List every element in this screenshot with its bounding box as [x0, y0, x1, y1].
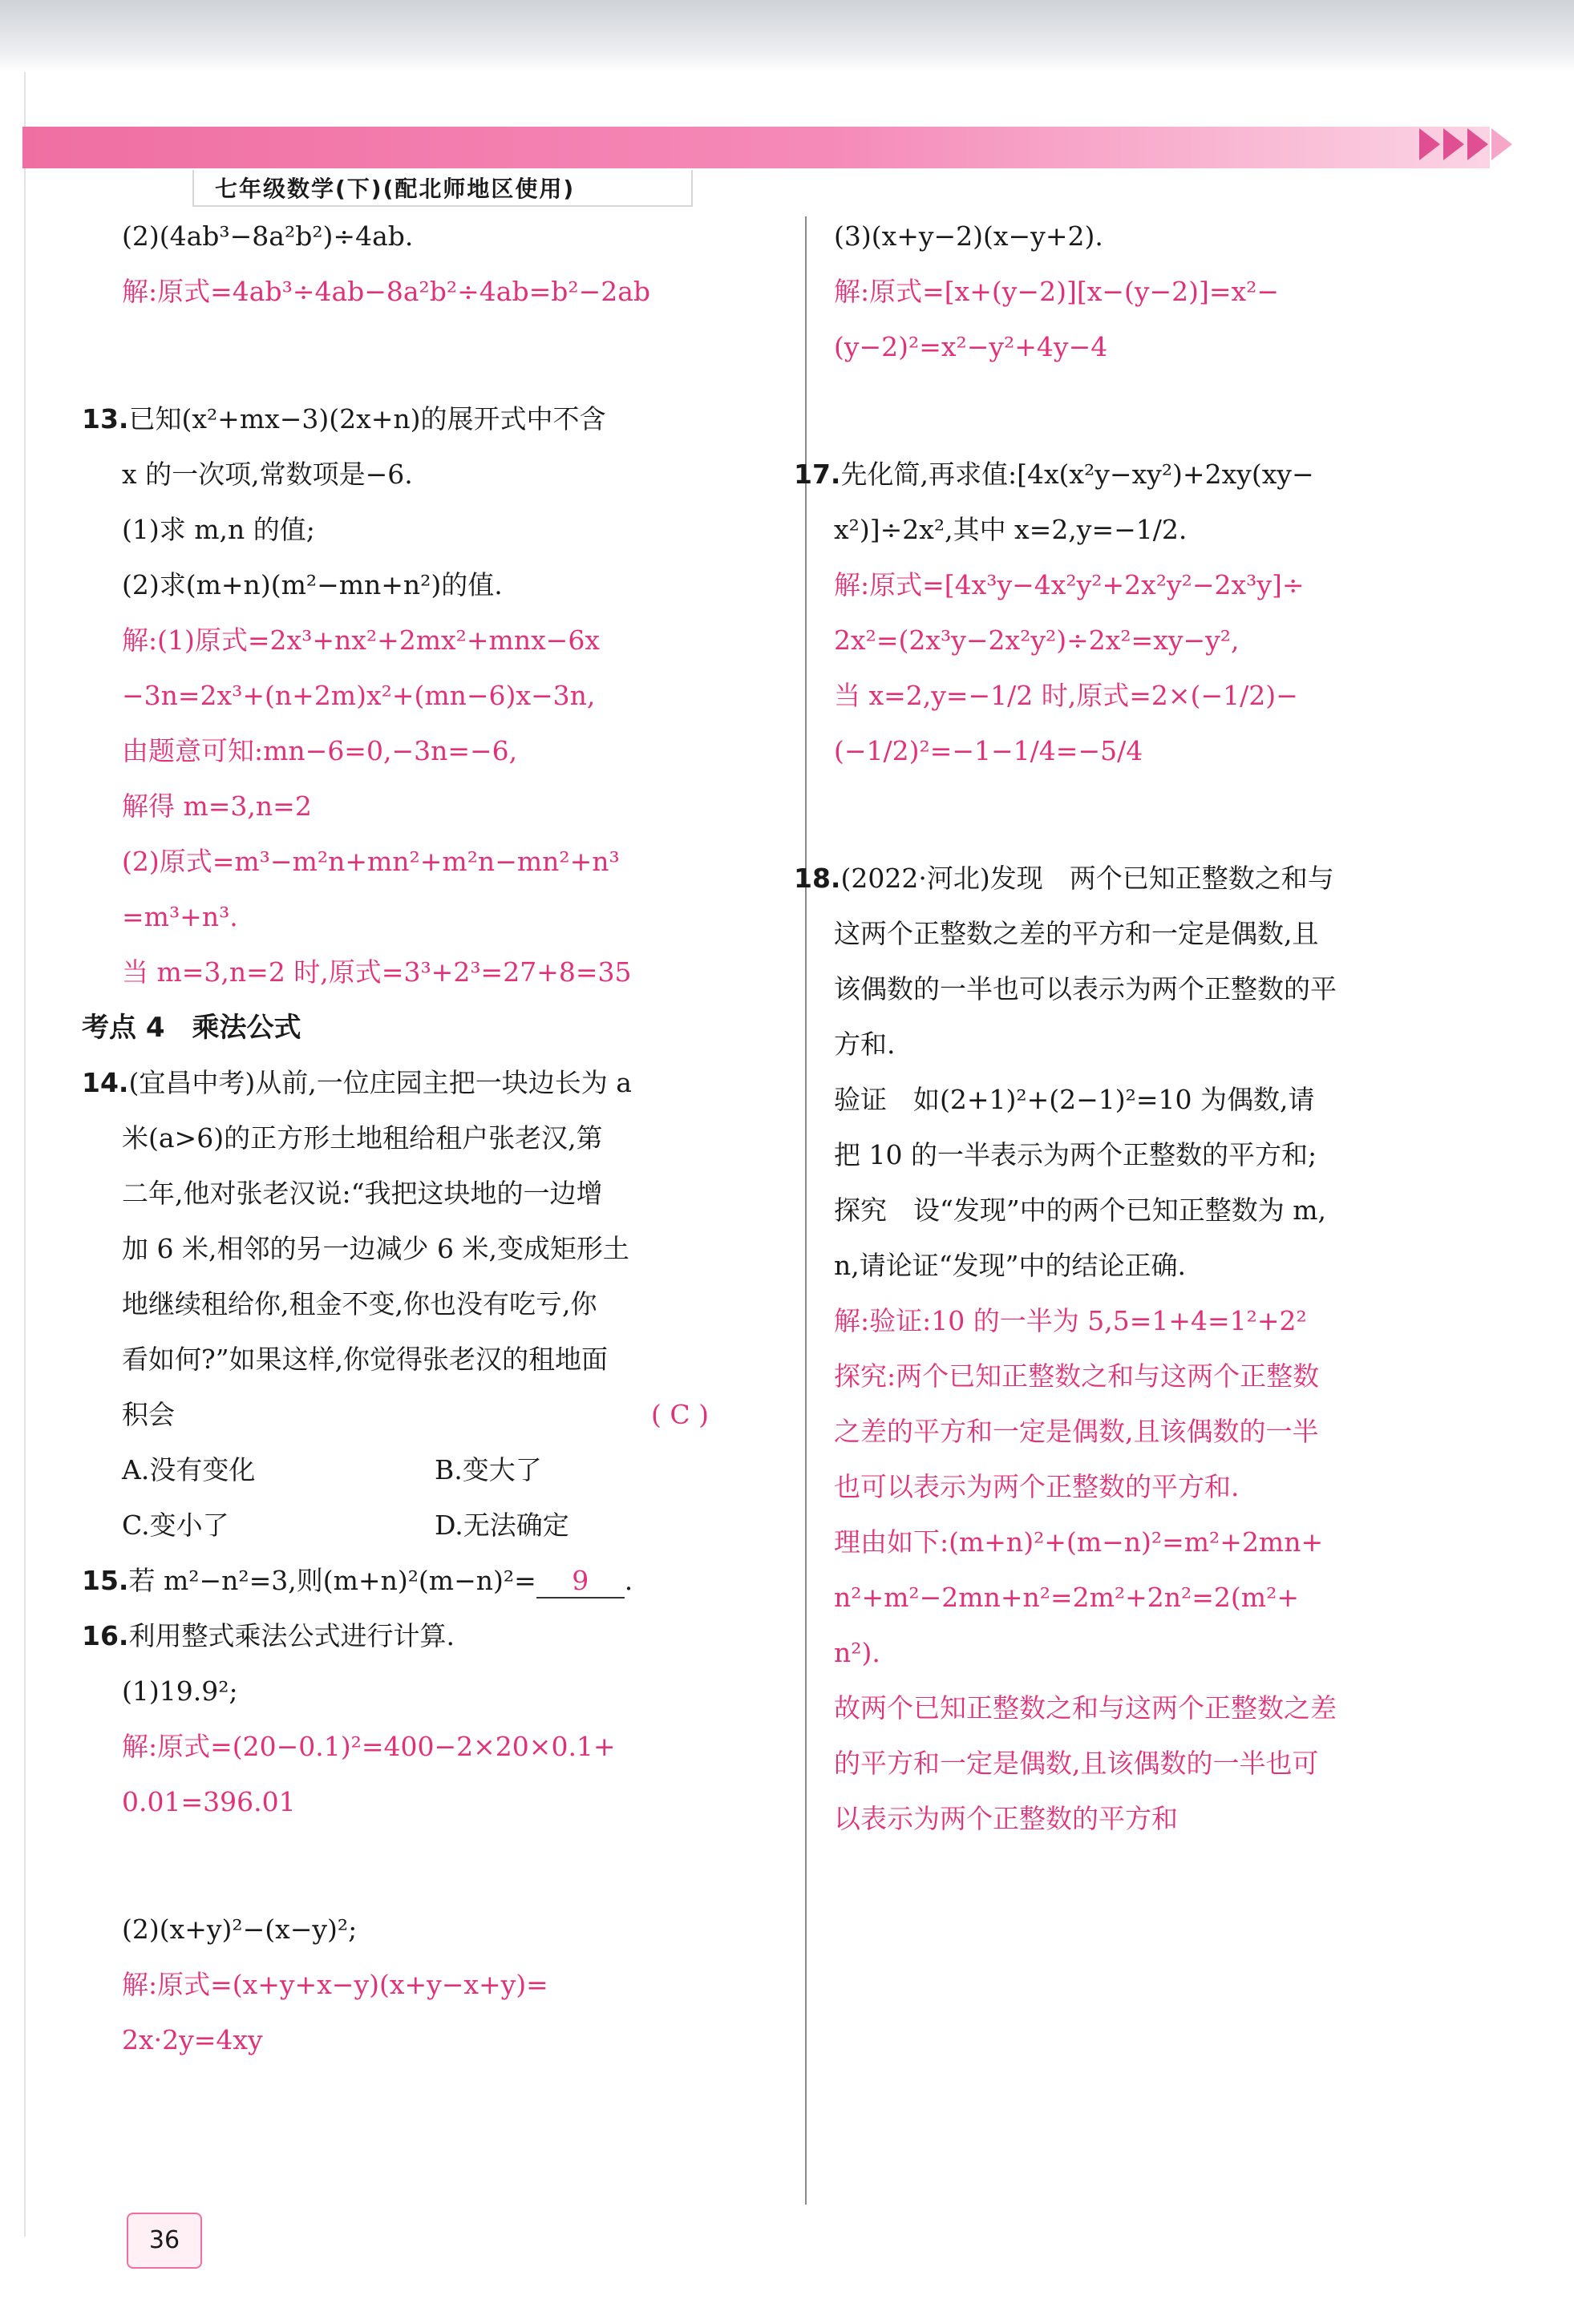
line-text: (2)(4ab³−8a²b²)÷4ab. — [122, 220, 414, 252]
question-heading — [794, 459, 1314, 491]
solution-line — [122, 1969, 548, 2001]
question-line — [122, 514, 315, 546]
question-line — [122, 569, 503, 601]
solution-line — [834, 331, 1107, 363]
question-number: 14. — [82, 1067, 129, 1098]
line-text: 当 m=3,n=2 时,原式=3³+2³=27+8=35 — [122, 956, 632, 988]
question-line — [122, 1344, 608, 1376]
page-left-rule — [24, 72, 26, 2237]
line-text: 解:原式=[4x³y−4x²y²+2x²y²−2x³y]÷ — [834, 569, 1305, 600]
line-text: 14.(宜昌中考)从前,一位庄园主把一块边长为 a — [82, 1067, 632, 1098]
question-line — [122, 1288, 597, 1320]
line-text: −3n=2x³+(n+2m)x²+(mn−6)x−3n, — [122, 680, 596, 711]
solution-line — [834, 1582, 1299, 1614]
line-text: 解:原式=(20−0.1)²=400−2×20×0.1+ — [122, 1731, 616, 1762]
line-text: 13.已知(x²+mx−3)(2x+n)的展开式中不含 — [82, 403, 606, 434]
line-text: 之差的平方和一定是偶数,且该偶数的一半 — [834, 1416, 1319, 1447]
solution-line — [834, 1305, 1307, 1337]
line-text: (2)求(m+n)(m²−mn+n²)的值. — [122, 569, 503, 600]
question-line — [834, 973, 1337, 1005]
solution-line — [834, 1526, 1323, 1558]
question-line — [122, 220, 413, 253]
line-text: 解:原式=[x+(y−2)][x−(y−2)]=x²− — [834, 276, 1280, 307]
line-text: 方和. — [834, 1029, 896, 1060]
line-text: n²). — [834, 1637, 880, 1668]
solution-line — [834, 1637, 880, 1669]
solution-line — [122, 680, 595, 712]
question-line — [834, 1194, 1326, 1227]
question-heading — [82, 403, 606, 435]
line-text: 2x²=(2x³y−2x²y²)÷2x²=xy−y², — [834, 624, 1240, 656]
line-text: 15.若 m²−n²=3,则(m+n)²(m−n)²= — [82, 1565, 536, 1596]
page-number: 36 — [127, 2213, 202, 2269]
line-text: 验证 如(2+1)²+(2−1)²=10 为偶数,请 — [834, 1084, 1315, 1115]
solution-line — [122, 2024, 263, 2056]
line-text: 由题意可知:mn−6=0,−3n=−6, — [122, 735, 518, 766]
question-line — [122, 459, 413, 491]
page-header-title: 七年级数学(下)(配北师地区使用) — [215, 176, 576, 202]
line-text: 解:(1)原式=2x³+nx²+2mx²+mnx−6x — [122, 624, 600, 656]
question-line — [834, 514, 1187, 546]
line-text: (y−2)²=x²−y²+4y−4 — [834, 331, 1108, 362]
line-text: (−1/2)²=−1−1/4=−5/4 — [834, 735, 1143, 766]
question-line — [122, 1178, 602, 1210]
line-text: 0.01=396.01 — [122, 1786, 296, 1817]
line-text: 看如何?”如果这样,你觉得张老汉的租地面 — [122, 1344, 609, 1375]
solution-line — [834, 1360, 1319, 1392]
solution-line — [834, 735, 1143, 767]
line-text: x²)]÷2x²,其中 x=2,y=−1/2. — [834, 514, 1188, 545]
question-line — [834, 1029, 896, 1061]
line-text: (2)(x+y)²−(x−y)²; — [122, 1914, 358, 1945]
question-number: 15. — [82, 1565, 129, 1596]
line-text: =m³+n³. — [122, 901, 238, 932]
question-heading — [82, 1620, 455, 1652]
question-line — [834, 1139, 1317, 1171]
solution-line — [834, 1748, 1319, 1780]
question-heading: 15.若 m²−n²=3,则(m+n)²(m−n)²= 9 . — [82, 1565, 633, 1599]
question-number: 18. — [794, 863, 841, 894]
solution-line — [834, 1471, 1240, 1503]
line-text: 17.先化简,再求值:[4x(x²y−xy²)+2xy(xy− — [794, 459, 1314, 490]
line-text: 解:验证:10 的一半为 5,5=1+4=1²+2² — [834, 1305, 1307, 1336]
question-line — [122, 1399, 709, 1431]
line-text: 该偶数的一半也可以表示为两个正整数的平 — [834, 973, 1337, 1004]
question-line — [834, 918, 1319, 950]
line-text: (2)原式=m³−m²n+mn²+m²n−mn²+n³ — [122, 846, 620, 877]
line-text: 以表示为两个正整数的平方和 — [834, 1803, 1178, 1834]
line-text: (1)求 m,n 的值; — [122, 514, 315, 545]
scan-top-shadow — [0, 0, 1574, 72]
line-text: (1)19.9²; — [122, 1675, 238, 1707]
solution-line — [122, 735, 517, 767]
answer-blank: 9 — [536, 1565, 625, 1599]
line-text: 考点 4 乘法公式 — [82, 1012, 301, 1044]
line-text: 理由如下:(m+n)²+(m−n)²=m²+2mn+ — [834, 1526, 1324, 1558]
solution-line — [122, 1786, 296, 1818]
question-line — [122, 1675, 238, 1708]
line-text: 的平方和一定是偶数,且该偶数的一半也可 — [834, 1748, 1319, 1779]
solution-line — [834, 569, 1305, 601]
solution-line — [122, 790, 312, 822]
solution-line — [834, 1803, 1178, 1835]
question-line — [122, 1122, 603, 1154]
solution-line — [834, 1416, 1319, 1448]
line-text: 解:原式=4ab³÷4ab−8a²b²÷4ab=b²−2ab — [122, 276, 651, 307]
line-text: n,请论证“发现”中的结论正确. — [834, 1250, 1186, 1281]
line-text: 解得 m=3,n=2 — [122, 790, 312, 822]
solution-line — [122, 1731, 616, 1763]
line-text: 地继续租给你,租金不变,你也没有吃亏,你 — [122, 1288, 597, 1320]
solution-line — [122, 901, 238, 933]
column-divider — [805, 216, 807, 2205]
choice-options-row — [122, 1510, 747, 1542]
choice-option: A.没有变化 — [122, 1454, 256, 1485]
solution-line — [834, 680, 1298, 712]
chevron-arrows-icon — [1419, 128, 1512, 167]
solution-line — [122, 624, 600, 657]
choice-option: D.无法确定 — [435, 1510, 569, 1541]
section-heading — [82, 1012, 301, 1044]
line-text: n²+m²−2mn+n²=2m²+2n²=2(m²+ — [834, 1582, 1299, 1613]
line-text: 把 10 的一半表示为两个正整数的平方和; — [834, 1139, 1317, 1170]
question-line — [834, 220, 1103, 253]
question-line — [834, 1250, 1186, 1282]
line-text: (3)(x+y−2)(x−y+2). — [834, 220, 1103, 252]
solution-line — [122, 956, 631, 988]
line-text: x 的一次项,常数项是−6. — [122, 459, 413, 490]
solution-line — [834, 1692, 1337, 1724]
line-text: 故两个已知正整数之和与这两个正整数之差 — [834, 1692, 1337, 1724]
choice-options-row — [122, 1454, 747, 1486]
line-text: 这两个正整数之差的平方和一定是偶数,且 — [834, 918, 1319, 949]
solution-line — [834, 624, 1239, 657]
choice-option: C.变小了 — [122, 1510, 229, 1541]
question-number: 13. — [82, 403, 129, 434]
question-line — [122, 1914, 357, 1946]
line-text: 加 6 米,相邻的另一边减少 6 米,变成矩形土 — [122, 1233, 629, 1264]
line-text: 积会 — [122, 1399, 175, 1430]
line-text: 当 x=2,y=−1/2 时,原式=2×(−1/2)− — [834, 680, 1298, 711]
question-number: 17. — [794, 459, 841, 490]
line-text: 16.利用整式乘法公式进行计算. — [82, 1620, 455, 1651]
solution-line — [834, 276, 1279, 308]
question-line — [834, 1084, 1315, 1116]
header-banner — [22, 127, 1490, 168]
solution-line — [122, 846, 620, 878]
line-text: 18.(2022·河北)发现 两个已知正整数之和与 — [794, 863, 1334, 894]
question-heading — [794, 863, 1334, 895]
line-text: 米(a>6)的正方形土地租给租户张老汉,第 — [122, 1122, 603, 1154]
question-heading — [82, 1067, 632, 1099]
question-line — [122, 1233, 629, 1265]
line-text: 二年,他对张老汉说:“我把这块地的一边增 — [122, 1178, 603, 1209]
line-text: 探究 设“发现”中的两个已知正整数为 m, — [834, 1194, 1327, 1226]
solution-line — [122, 276, 650, 308]
line-text: 解:原式=(x+y+x−y)(x+y−x+y)= — [122, 1969, 548, 2000]
line-text: 2x·2y=4xy — [122, 2024, 263, 2055]
line-text: 也可以表示为两个正整数的平方和. — [834, 1471, 1240, 1502]
line-text: 探究:两个已知正整数之和与这两个正整数 — [834, 1360, 1320, 1392]
question-number: 16. — [82, 1620, 129, 1651]
choice-answer: ( C ) — [651, 1399, 709, 1430]
choice-option: B.变大了 — [435, 1454, 542, 1485]
